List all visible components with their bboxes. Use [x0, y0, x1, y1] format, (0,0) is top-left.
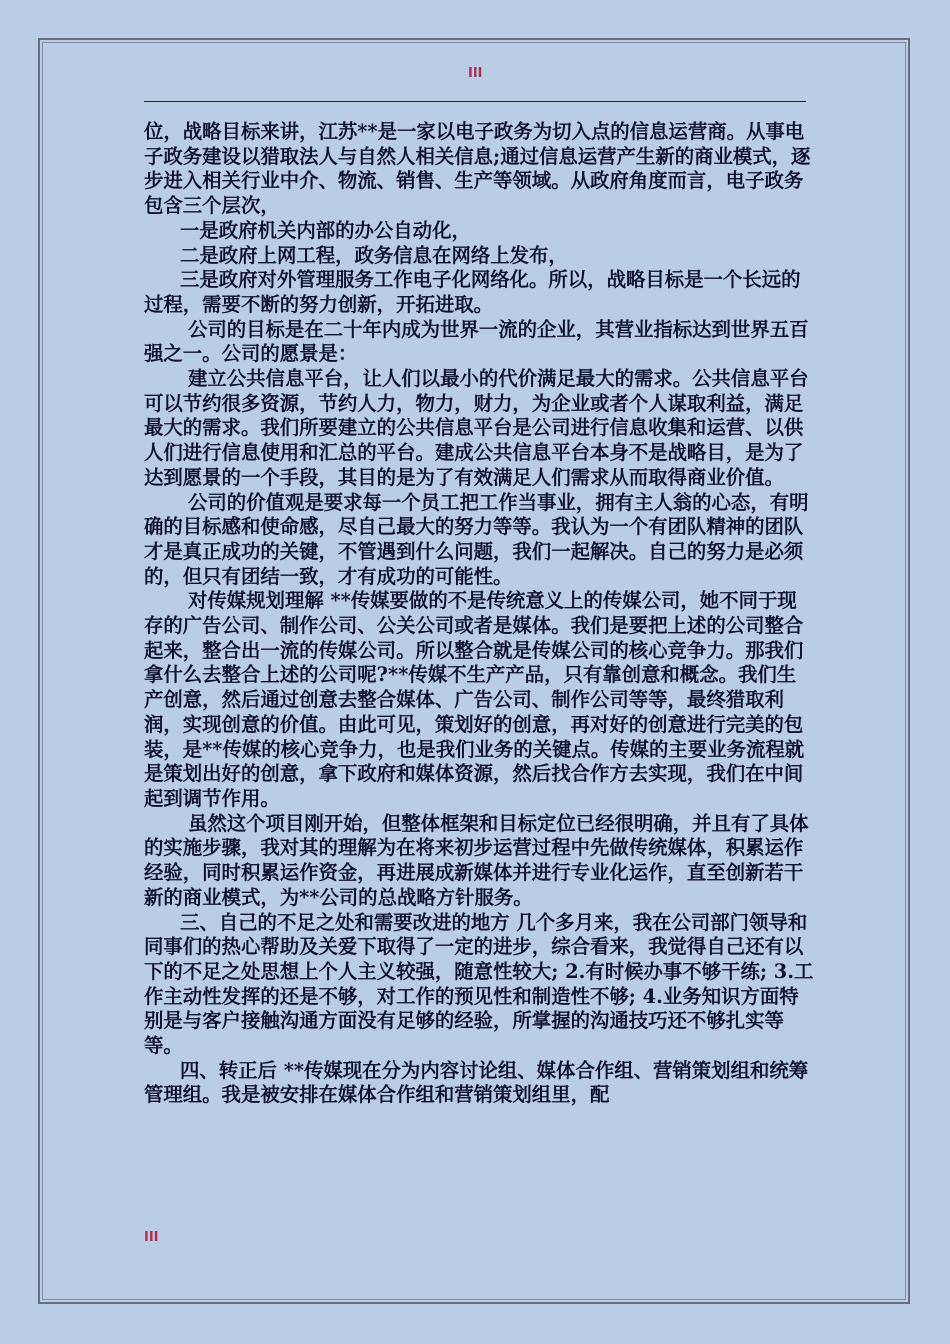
paragraph: 三是政府对外管理服务工作电子化网络化。所以，战略目标是一个长远的过程，需要不断的努力创新，开拓进取。 — [144, 268, 801, 316]
paragraph: 公司的价值观是要求每一个员工把工作当事业，拥有主人翁的心态，有明确的目标感和使命感，尽自己最大的努力等等。我认为一个有团队精神的团队才是真正成功的关键，不管遇到什么问题，我们一起解决。自己的努力是必须的，但只有团结一致，才有成功的可能性。 — [144, 490, 809, 588]
paragraph: 位，战略目标来讲，江苏**是一家以电子政务为切入点的信息运营商。从事电子政务建设以猎取法人与自然人相关信息;通过信息运营产生新的商业模式，逐步进入相关行业中介、物流、销售、生产等领域。从政府角度而言，电子政务包含三个层次， — [144, 120, 811, 218]
paragraph: 一是政府机关内部的办公自动化， — [180, 218, 471, 242]
footer-mark: III — [144, 1230, 159, 1245]
header-mark: III — [468, 66, 483, 81]
paragraph: 建立公共信息平台，让人们以最小的代价满足最大的需求。公共信息平台可以节约很多资源，节约人力，物力，财力，为企业或者个人谋取利益，满足最大的需求。我们所要建立的公共信息平台是公司进行信息收集和运营、以供人们进行信息使用和汇总的平台。建成公共信息平台本身不是战略目，是为了达到愿景的一个手段，其目的是为了有效满足人们需求从而取得商业价值。 — [144, 367, 809, 489]
paragraph: 四、转正后 **传媒现在分为内容讨论组、媒体合作组、营销策划组和统筹管理组。我是被安排在媒体合作组和营销策划组里，配 — [144, 1058, 809, 1107]
header-rule — [144, 101, 806, 102]
paragraph: 三、自己的不足之处和需要改进的地方 几个多月来，我在公司部门领导和同事们的热心帮助及关爱下取得了一定的进步，综合看来，我觉得自己还有以下的不足之处思想上个人主义较强，随意性较大; 2.有时候办事不够干练; 3.工作主动性发挥的还是不够，对工作的预见性和制造性不够; 4.业务知识方面特别是与客户接触沟通方面没有足够的经验，所掌握的沟通技巧还不够扎实等等。 — [144, 910, 814, 1058]
paragraph: 对传媒规划理解 **传媒要做的不是传统意义上的传媒公司，她不同于现存的广告公司、制作公司、公关公司或者是媒体。我们是要把上述的公司整合起来，整合出一流的传媒公司。所以整合就是传媒公司的核心竞争力。那我们拿什么去整合上述的公司呢?**传媒不生产产品，只有靠创意和概念。我们生产创意，然后通过创意去整合媒体、广告公司、制作公司等等，最终猎取利润，实现创意的价值。由此可见，策划好的创意，再对好的创意进行完美的包装，是**传媒的核心竞争力，也是我们业务的关键点。传媒的主要业务流程就是策划出好的创意，拿下政府和媒体资源，然后找合作方去实现，我们在中间起到调节作用。 — [144, 589, 805, 810]
paragraph: 二是政府上网工程，政务信息在网络上发布， — [180, 243, 568, 267]
paragraph: 公司的目标是在二十年内成为世界一流的企业，其营业指标达到世界五百强之一。公司的愿景是： — [144, 317, 809, 366]
document-body — [144, 120, 814, 1108]
paragraph: 虽然这个项目刚开始，但整体框架和目标定位已经很明确，并且有了具体的实施步骤，我对其的理解为在将来初步运营过程中先做传统媒体，积累运作经验，同时积累运作资金，再进展成新媒体并进行专业化运作，直至创新若干新的商业模式，为**公司的总战略方针服务。 — [144, 811, 809, 909]
